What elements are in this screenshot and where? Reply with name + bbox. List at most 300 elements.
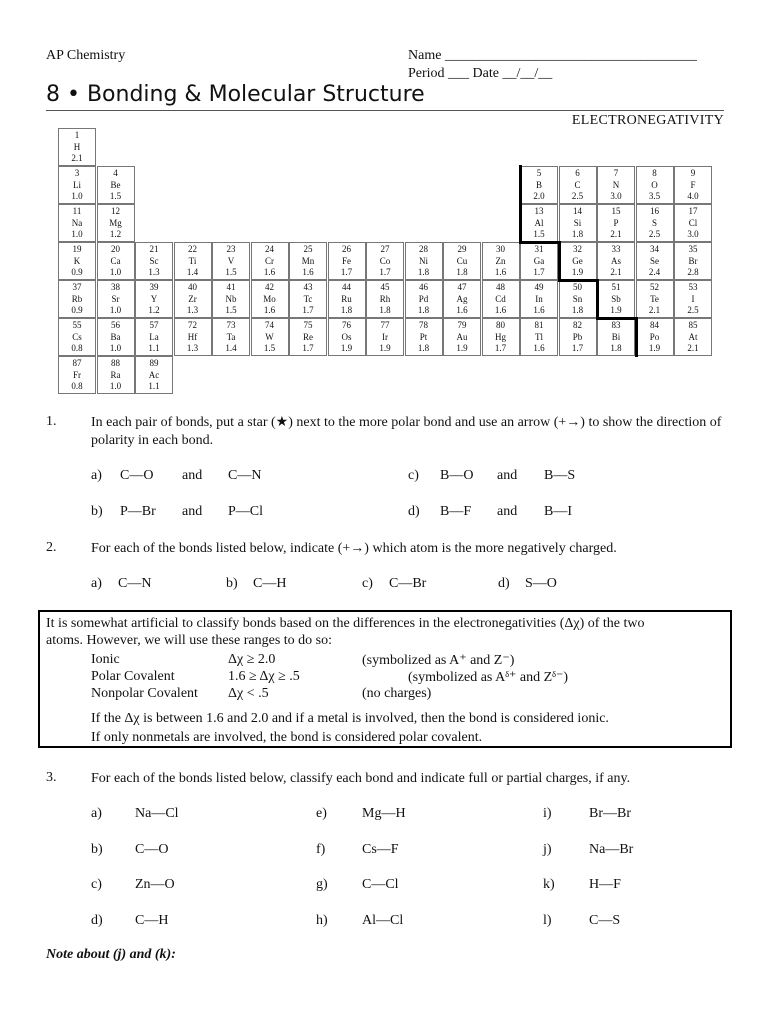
- period-date-label: Period ___ Date __/__/__: [408, 66, 553, 81]
- element-atomic-number: 30: [496, 244, 505, 254]
- element-symbol: Sc: [149, 255, 159, 266]
- element-atomic-number: 8: [652, 168, 657, 178]
- element-atomic-number: 3: [74, 168, 80, 178]
- q3-item-h-letter: h): [316, 913, 328, 928]
- element-atomic-number: 12: [111, 206, 120, 216]
- element-electronegativity: 2.1: [610, 267, 622, 277]
- q3-item-i-bond: Br—Br: [589, 806, 631, 821]
- element-symbol: Cu: [456, 255, 468, 266]
- element-electronegativity: 1.0: [109, 267, 122, 277]
- q1-item-b-letter: b): [91, 504, 103, 519]
- element-cell-co: [366, 242, 404, 280]
- element-cell-mn: [289, 242, 327, 280]
- element-atomic-number: 72: [188, 320, 197, 330]
- element-cell-ba: [97, 318, 135, 356]
- polar-covalent-label: Polar Covalent: [91, 669, 175, 684]
- element-atomic-number: 53: [688, 282, 698, 292]
- element-symbol: Li: [73, 179, 81, 190]
- element-atomic-number: 77: [380, 320, 390, 330]
- element-symbol: N: [612, 179, 620, 190]
- element-cell-as: [597, 242, 635, 280]
- element-cell-zn: [482, 242, 520, 280]
- element-electronegativity: 2.1: [687, 343, 699, 353]
- element-cell-au: [443, 318, 481, 356]
- element-atomic-number: 43: [303, 282, 313, 292]
- element-electronegativity: 1.6: [533, 343, 545, 353]
- element-atomic-number: 1: [74, 130, 80, 140]
- element-symbol: At: [688, 331, 698, 342]
- element-symbol: Cd: [495, 293, 506, 304]
- element-electronegativity: 1.9: [610, 305, 622, 315]
- element-cell-cr: [251, 242, 289, 280]
- element-electronegativity: 1.5: [263, 343, 276, 353]
- element-symbol: Ra: [110, 369, 121, 380]
- q3-item-g-letter: g): [316, 877, 328, 892]
- element-atomic-number: 33: [611, 244, 621, 254]
- element-cell-bi: [597, 318, 635, 356]
- element-symbol: Cl: [688, 217, 698, 228]
- element-electronegativity: 1.7: [340, 267, 353, 277]
- element-cell-nb: [212, 280, 250, 318]
- element-electronegativity: 1.8: [417, 267, 430, 277]
- element-electronegativity: 2.1: [648, 305, 661, 315]
- element-symbol: C: [574, 179, 581, 190]
- element-electronegativity: 1.8: [417, 305, 430, 315]
- element-cell-zr: [174, 280, 212, 318]
- element-atomic-number: 28: [419, 244, 428, 254]
- q2-item-b-letter: b): [226, 576, 238, 591]
- element-cell-ca: [97, 242, 135, 280]
- nonpolar-covalent-note: (no charges): [362, 686, 432, 701]
- electronegativity-label: ELECTRONEGATIVITY: [571, 113, 724, 128]
- element-atomic-number: 85: [688, 320, 698, 330]
- ionic-label: Ionic: [91, 652, 120, 667]
- element-cell-ta: [212, 318, 250, 356]
- element-symbol: Ac: [148, 369, 160, 380]
- element-cell-cs: [58, 318, 96, 356]
- element-electronegativity: 1.2: [148, 305, 160, 315]
- element-electronegativity: 1.6: [494, 267, 507, 277]
- element-electronegativity: 1.6: [494, 305, 507, 315]
- element-atomic-number: 37: [72, 282, 82, 292]
- element-electronegativity: 3.0: [610, 191, 622, 201]
- element-symbol: Ge: [572, 255, 583, 266]
- element-cell-cd: [482, 280, 520, 318]
- element-atomic-number: 74: [265, 320, 274, 330]
- element-atomic-number: 56: [111, 320, 120, 330]
- element-symbol: Ni: [419, 255, 428, 266]
- element-cell-ti: [174, 242, 212, 280]
- element-symbol: Rh: [379, 293, 391, 304]
- element-cell-sn: [559, 280, 597, 318]
- element-cell-s: [636, 204, 674, 242]
- q3-item-c-bond: Zn—O: [135, 877, 175, 892]
- element-symbol: Ba: [110, 331, 121, 342]
- element-symbol: Mg: [109, 217, 122, 228]
- element-electronegativity: 1.7: [302, 343, 314, 353]
- element-electronegativity: 1.9: [340, 343, 353, 353]
- element-electronegativity: 1.6: [302, 267, 314, 277]
- q3-item-f-bond: Cs—F: [362, 842, 399, 857]
- q3-item-a-bond: Na—Cl: [135, 806, 179, 821]
- q3-number: 3.: [46, 770, 57, 785]
- element-cell-h: [58, 128, 96, 166]
- q3-item-k-bond: H—F: [589, 877, 621, 892]
- box-intro-line-2: atoms. However, we will use these ranges to do so:: [46, 633, 332, 648]
- q1-item-c-letter: c): [408, 468, 419, 483]
- q2-item-b-bond: C—H: [253, 576, 287, 591]
- q3-text: For each of the bonds listed below, classify each bond and indicate full or partial charges, if any.: [91, 771, 631, 786]
- element-atomic-number: 51: [611, 282, 621, 292]
- element-symbol: As: [610, 255, 621, 266]
- ionic-range: Δχ ≥ 2.0: [228, 652, 276, 667]
- element-cell-ru: [328, 280, 366, 318]
- element-electronegativity: 3.0: [687, 229, 699, 239]
- element-electronegativity: 1.6: [263, 305, 276, 315]
- element-cell-n: [597, 166, 635, 204]
- element-cell-at: [674, 318, 712, 356]
- element-cell-os: [328, 318, 366, 356]
- element-atomic-number: 82: [573, 320, 582, 330]
- q3-item-d-bond: C—H: [135, 913, 169, 928]
- element-cell-tl: [520, 318, 558, 356]
- element-symbol: P: [613, 217, 619, 228]
- element-electronegativity: 1.0: [71, 229, 83, 239]
- q2-item-d-bond: S—O: [525, 576, 557, 591]
- element-symbol: Sb: [611, 293, 621, 304]
- element-symbol: Cr: [265, 255, 274, 266]
- element-symbol: Co: [379, 255, 391, 266]
- element-cell-po: [636, 318, 674, 356]
- element-cell-cl: [674, 204, 712, 242]
- element-electronegativity: 1.8: [610, 343, 622, 353]
- element-atomic-number: 22: [188, 244, 197, 254]
- element-symbol: Ta: [226, 331, 236, 342]
- element-atomic-number: 27: [380, 244, 390, 254]
- element-atomic-number: 16: [650, 206, 659, 216]
- element-cell-fe: [328, 242, 366, 280]
- polar-covalent-range: 1.6 ≥ Δχ ≥ .5: [228, 669, 300, 684]
- element-atomic-number: 13: [534, 206, 544, 216]
- element-cell-pb: [559, 318, 597, 356]
- polar-covalent-symbol-note: (symbolized as Aᵟ⁺ and Zᵟ⁻): [408, 670, 569, 685]
- element-atomic-number: 9: [690, 168, 696, 178]
- element-atomic-number: 39: [149, 282, 159, 292]
- element-atomic-number: 21: [149, 244, 159, 254]
- element-cell-re: [289, 318, 327, 356]
- element-symbol: La: [149, 331, 159, 342]
- element-cell-sb: [597, 280, 635, 318]
- element-symbol: Se: [650, 255, 659, 266]
- element-symbol: V: [227, 255, 235, 266]
- q1-item-b-and: and: [182, 504, 203, 519]
- ionic-symbol-note: (symbolized as A⁺ and Z⁻): [362, 653, 515, 668]
- element-atomic-number: 49: [534, 282, 544, 292]
- element-symbol: Tl: [535, 331, 543, 342]
- q1-item-b-bond1: P—Br: [120, 504, 156, 519]
- element-electronegativity: 1.1: [148, 381, 160, 391]
- q1-item-a-bond1: C—O: [120, 468, 154, 483]
- element-symbol: K: [73, 255, 81, 266]
- element-electronegativity: 1.9: [456, 343, 468, 353]
- element-electronegativity: 1.8: [571, 229, 584, 239]
- element-cell-fr: [58, 356, 96, 394]
- element-electronegativity: 2.8: [687, 267, 699, 277]
- element-symbol: Zr: [188, 293, 197, 304]
- page-title: 8 • Bonding & Molecular Structure: [46, 82, 425, 107]
- element-atomic-number: 88: [111, 358, 120, 368]
- element-electronegativity: 1.7: [533, 267, 545, 277]
- element-cell-ni: [405, 242, 443, 280]
- element-symbol: Al: [534, 217, 544, 228]
- box-intro-line-1: It is somewhat artificial to classify bonds based on the differences in the electronegativities (Δχ) of the two: [46, 616, 645, 631]
- q1-text: In each pair of bonds, put a star (★) next to the more polar bond and use an arrow (+→) to show the direction of polarity in each bond.: [91, 415, 722, 448]
- element-cell-se: [636, 242, 674, 280]
- q1-item-c-bond1: B—O: [440, 468, 474, 483]
- box-rule-2: If only nonmetals are involved, the bond is considered polar covalent.: [91, 730, 483, 745]
- element-cell-i: [674, 280, 712, 318]
- element-atomic-number: 25: [303, 244, 313, 254]
- element-cell-f: [674, 166, 712, 204]
- element-atomic-number: 15: [611, 206, 621, 216]
- q2-number: 2.: [46, 540, 57, 555]
- element-symbol: Ir: [382, 331, 388, 342]
- element-atomic-number: 5: [536, 168, 542, 178]
- element-electronegativity: 1.5: [109, 191, 122, 201]
- element-electronegativity: 1.3: [186, 343, 199, 353]
- q1-item-d-bond2: B—I: [544, 504, 572, 519]
- element-cell-pt: [405, 318, 443, 356]
- element-symbol: Po: [649, 331, 660, 342]
- element-electronegativity: 1.8: [417, 343, 430, 353]
- course-name: AP Chemistry: [46, 48, 126, 63]
- q2-item-c-letter: c): [362, 576, 373, 591]
- element-electronegativity: 2.5: [571, 191, 584, 201]
- element-symbol: Br: [688, 255, 698, 266]
- element-atomic-number: 20: [111, 244, 120, 254]
- element-symbol: Y: [150, 293, 158, 304]
- q2-item-d-letter: d): [498, 576, 510, 591]
- element-electronegativity: 1.4: [225, 343, 237, 353]
- q3-item-l-bond: C—S: [589, 913, 621, 928]
- q3-item-f-letter: f): [316, 842, 326, 857]
- element-symbol: Pt: [419, 331, 428, 342]
- q1-item-d-and: and: [497, 504, 518, 519]
- element-electronegativity: 2.1: [71, 153, 83, 163]
- element-cell-sr: [97, 280, 135, 318]
- element-symbol: Ga: [533, 255, 545, 266]
- nonpolar-covalent-label: Nonpolar Covalent: [91, 686, 198, 701]
- element-electronegativity: 2.5: [648, 229, 661, 239]
- element-electronegativity: 2.1: [610, 229, 622, 239]
- element-cell-be: [97, 166, 135, 204]
- element-cell-ir: [366, 318, 404, 356]
- element-symbol: Mn: [301, 255, 315, 266]
- element-electronegativity: 2.5: [687, 305, 699, 315]
- element-electronegativity: 1.8: [571, 305, 584, 315]
- element-electronegativity: 1.6: [533, 305, 545, 315]
- element-atomic-number: 44: [342, 282, 351, 292]
- element-atomic-number: 32: [573, 244, 582, 254]
- element-cell-in: [520, 280, 558, 318]
- element-symbol: Hg: [495, 331, 506, 342]
- element-cell-br: [674, 242, 712, 280]
- element-electronegativity: 0.8: [71, 343, 83, 353]
- element-atomic-number: 42: [265, 282, 274, 292]
- element-symbol: Ca: [110, 255, 121, 266]
- q3-item-b-letter: b): [91, 842, 103, 857]
- element-electronegativity: 1.9: [571, 267, 584, 277]
- q3-item-d-letter: d): [91, 913, 103, 928]
- element-cell-mo: [251, 280, 289, 318]
- element-cell-b: [520, 166, 558, 204]
- element-cell-tc: [289, 280, 327, 318]
- element-cell-al: [520, 204, 558, 242]
- element-symbol: F: [690, 179, 696, 190]
- element-cell-rh: [366, 280, 404, 318]
- element-atomic-number: 84: [650, 320, 659, 330]
- metalloid-boundary-line: [596, 279, 599, 319]
- metalloid-boundary-line: [558, 279, 599, 282]
- element-electronegativity: 1.3: [148, 267, 160, 277]
- element-electronegativity: 1.7: [571, 343, 584, 353]
- q1-item-b-bond2: P—Cl: [228, 504, 264, 519]
- element-atomic-number: 46: [419, 282, 428, 292]
- element-atomic-number: 50: [573, 282, 582, 292]
- element-cell-ac: [135, 356, 173, 394]
- element-atomic-number: 89: [149, 358, 159, 368]
- element-electronegativity: 1.0: [71, 191, 83, 201]
- q3-item-k-letter: k): [543, 877, 555, 892]
- nonpolar-covalent-range: Δχ < .5: [228, 686, 269, 701]
- element-cell-na: [58, 204, 96, 242]
- element-electronegativity: 1.6: [263, 267, 276, 277]
- element-symbol: Sn: [572, 293, 583, 304]
- element-symbol: Os: [341, 331, 352, 342]
- q1-number: 1.: [46, 414, 57, 429]
- element-cell-mg: [97, 204, 135, 242]
- q2-item-a-letter: a): [91, 576, 102, 591]
- element-atomic-number: 38: [111, 282, 120, 292]
- element-symbol: B: [535, 179, 542, 190]
- element-electronegativity: 1.6: [456, 305, 468, 315]
- element-symbol: Pd: [418, 293, 429, 304]
- element-symbol: Re: [303, 331, 313, 342]
- element-cell-la: [135, 318, 173, 356]
- element-electronegativity: 1.7: [494, 343, 507, 353]
- element-symbol: Mo: [263, 293, 276, 304]
- element-atomic-number: 11: [72, 206, 82, 216]
- element-atomic-number: 57: [149, 320, 159, 330]
- element-atomic-number: 7: [613, 168, 619, 178]
- element-atomic-number: 4: [113, 168, 118, 178]
- element-electronegativity: 1.7: [302, 305, 314, 315]
- element-cell-sc: [135, 242, 173, 280]
- element-cell-cu: [443, 242, 481, 280]
- element-symbol: Ag: [456, 293, 468, 304]
- q3-item-a-letter: a): [91, 806, 102, 821]
- q3-item-e-letter: e): [316, 806, 327, 821]
- element-atomic-number: 87: [72, 358, 82, 368]
- element-cell-o: [636, 166, 674, 204]
- element-electronegativity: 1.2: [109, 229, 122, 239]
- element-symbol: Ru: [341, 293, 352, 304]
- element-cell-y: [135, 280, 173, 318]
- q3-item-h-bond: Al—Cl: [362, 913, 404, 928]
- q1-item-a-and: and: [182, 468, 203, 483]
- q1-item-d-letter: d): [408, 504, 420, 519]
- element-electronegativity: 1.5: [225, 305, 237, 315]
- element-atomic-number: 48: [496, 282, 505, 292]
- element-electronegativity: 0.9: [71, 305, 83, 315]
- element-cell-ag: [443, 280, 481, 318]
- box-rule-1: If the Δχ is between 1.6 and 2.0 and if a metal is involved, then the bond is considered ionic.: [91, 711, 609, 726]
- metalloid-boundary-line: [519, 241, 560, 244]
- q3-item-e-bond: Mg—H: [362, 806, 406, 821]
- element-electronegativity: 3.5: [648, 191, 661, 201]
- element-cell-ga: [520, 242, 558, 280]
- element-cell-ge: [559, 242, 597, 280]
- element-symbol: Ti: [188, 255, 197, 266]
- element-cell-p: [597, 204, 635, 242]
- q1-item-a-letter: a): [91, 468, 102, 483]
- element-electronegativity: 1.3: [186, 305, 199, 315]
- element-symbol: Be: [110, 179, 121, 190]
- element-atomic-number: 45: [380, 282, 390, 292]
- element-symbol: Si: [573, 217, 582, 228]
- element-atomic-number: 81: [534, 320, 544, 330]
- element-electronegativity: 1.8: [456, 267, 468, 277]
- element-atomic-number: 41: [226, 282, 236, 292]
- metalloid-boundary-line: [519, 165, 522, 243]
- element-cell-w: [251, 318, 289, 356]
- element-electronegativity: 0.8: [71, 381, 83, 391]
- element-atomic-number: 29: [457, 244, 467, 254]
- element-atomic-number: 6: [575, 168, 580, 178]
- q3-item-j-letter: j): [543, 842, 552, 857]
- element-electronegativity: 2.0: [533, 191, 545, 201]
- element-electronegativity: 1.9: [379, 343, 391, 353]
- metalloid-boundary-line: [596, 317, 637, 320]
- element-cell-v: [212, 242, 250, 280]
- element-symbol: Na: [71, 217, 83, 228]
- element-atomic-number: 17: [688, 206, 698, 216]
- q2-item-a-bond: C—N: [118, 576, 152, 591]
- element-atomic-number: 73: [226, 320, 236, 330]
- element-atomic-number: 75: [303, 320, 313, 330]
- element-cell-rb: [58, 280, 96, 318]
- element-symbol: I: [691, 293, 695, 304]
- element-electronegativity: 1.9: [648, 343, 661, 353]
- element-cell-k: [58, 242, 96, 280]
- element-symbol: Au: [456, 331, 468, 342]
- element-symbol: S: [651, 217, 657, 228]
- element-cell-li: [58, 166, 96, 204]
- element-electronegativity: 1.8: [379, 305, 391, 315]
- element-electronegativity: 1.1: [148, 343, 160, 353]
- q3-item-j-bond: Na—Br: [589, 842, 634, 857]
- q3-item-l-letter: l): [543, 913, 552, 928]
- element-atomic-number: 47: [457, 282, 467, 292]
- q3-item-g-bond: C—Cl: [362, 877, 399, 892]
- element-symbol: Zn: [495, 255, 506, 266]
- q1-item-c-bond2: B—S: [544, 468, 576, 483]
- element-symbol: O: [651, 179, 658, 190]
- element-atomic-number: 40: [188, 282, 197, 292]
- element-electronegativity: 1.7: [379, 267, 391, 277]
- element-atomic-number: 52: [650, 282, 659, 292]
- element-atomic-number: 14: [573, 206, 582, 216]
